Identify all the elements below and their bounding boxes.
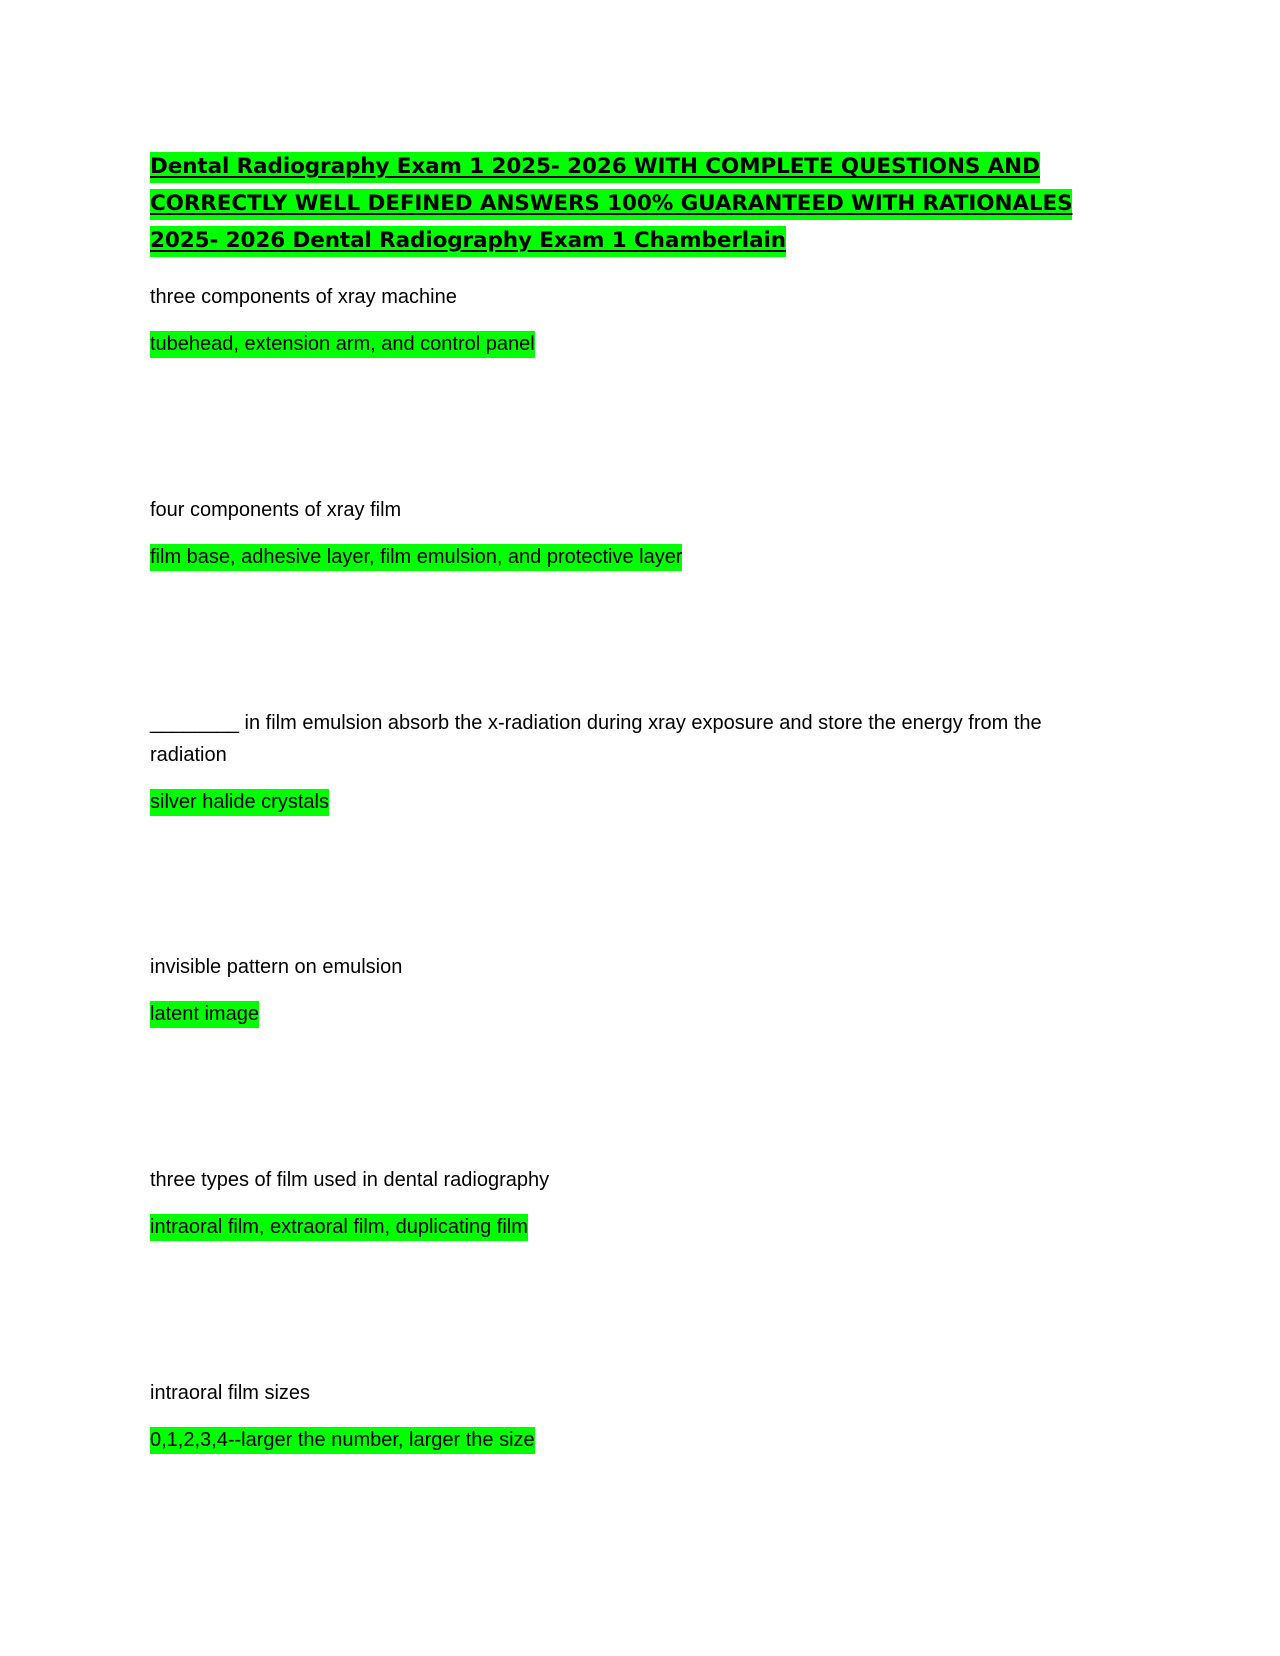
document-title — [150, 148, 1110, 259]
answer-text — [150, 1001, 1110, 1027]
qa-item — [150, 1377, 1110, 1453]
answer-highlight: silver halide crystals — [150, 789, 329, 816]
question-text: ________ in film emulsion absorb the x-radiation during xray exposure and store the energy from the radiation — [150, 712, 1042, 766]
qa-item — [150, 1164, 1110, 1240]
answer-text — [150, 544, 1110, 570]
answer-highlight: tubehead, extension arm, and control panel — [150, 331, 535, 358]
answer-highlight: 0,1,2,3,4--larger the number, larger the size — [150, 1427, 535, 1454]
title-highlight: Dental Radiography Exam 1 2025- 2026 WITH COMPLETE QUESTIONS AND CORRECTLY WELL DEFINED ANSWERS 100% GUARANTEED WITH RATIONALES 2025- 2026 Dental Radiography Exam 1 Chamberlain — [150, 152, 1072, 257]
question-text: four components of xray film — [150, 499, 402, 521]
answer-highlight: latent image — [150, 1001, 259, 1028]
question-text: intraoral film sizes — [150, 1382, 311, 1404]
question-text: three components of xray machine — [150, 286, 457, 308]
answer-text — [150, 1214, 1110, 1240]
question-text: invisible pattern on emulsion — [150, 956, 403, 978]
answer-highlight: film base, adhesive layer, film emulsion, and protective layer — [150, 544, 682, 571]
qa-item — [150, 281, 1110, 357]
qa-item — [150, 951, 1110, 1027]
answer-highlight: intraoral film, extraoral film, duplicating film — [150, 1214, 528, 1241]
answer-text — [150, 331, 1110, 357]
answer-text — [150, 789, 1110, 815]
answer-text — [150, 1427, 1110, 1453]
question-text: three types of film used in dental radiography — [150, 1169, 550, 1191]
qa-item — [150, 707, 1110, 815]
qa-item — [150, 494, 1110, 570]
